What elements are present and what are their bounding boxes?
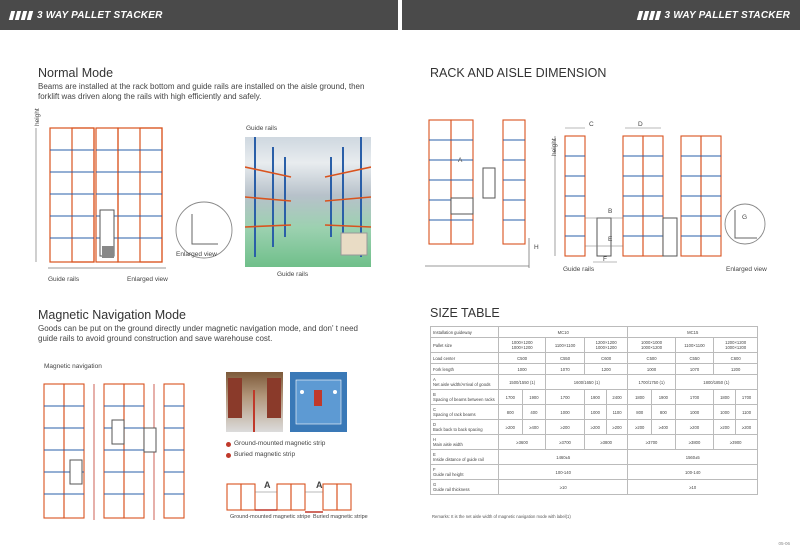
magnetic-section-diagram [225,478,365,514]
row-label [431,435,499,450]
table-cell: ≥200 [499,420,523,435]
row-label [431,480,499,495]
table-cell: ≥200 [675,420,714,435]
table-cell: 1600/1650 (1) [546,375,628,390]
table-cell: ≥3600 [499,435,546,450]
table-cell: ≥200 [736,420,758,435]
table-cell: C500 [628,353,675,364]
rack-height-label: height [551,138,558,156]
row-sub: Guide rail height [433,472,464,477]
table-cell: ≥200 [714,420,736,435]
table-cell: 2400 [606,390,628,405]
table-row [431,480,758,495]
magnetic-mode-title: Magnetic Navigation Mode [38,308,186,322]
table-row [431,375,758,390]
table-cell: ≥400 [652,420,676,435]
table-cell: ≥200 [584,420,606,435]
table-row [431,338,758,353]
section-letter-a-right: A [316,480,323,490]
table-cell: ≥3800 [675,435,714,450]
letter-h: H [534,244,539,251]
table-row [431,353,758,364]
table-row [431,405,758,420]
table-row [431,450,758,465]
table-cell: ≥200 [546,420,585,435]
row-letter: G [433,482,437,487]
table-cell: 1100×1100 [675,338,714,353]
table-cell: ≥400 [522,420,546,435]
enlarged-view-circle [176,202,232,258]
letter-g: G [742,214,748,221]
row-letter: A [433,377,436,382]
table-cell: 1700 [546,390,585,405]
caption-ground-stripe: Ground-mounted magnetic stripe [230,514,311,520]
row-sub: Spacing of beams between racks [433,397,495,402]
table-cell: 100-140 [628,465,758,480]
table-cell: 1800 [714,390,736,405]
table-cell: ≥3900 [714,435,758,450]
table-cell: 1200×1200 1000×1200 [714,338,758,353]
page-number: 05-06 [778,541,790,546]
table-cell: ≥3700 [546,435,585,450]
table-cell: 1100 [736,405,758,420]
letter-f: F [603,256,607,263]
normal-mode-title: Normal Mode [38,66,114,80]
table-cell: 1900 [652,390,676,405]
table-cell: 1070 [546,364,585,375]
table-cell: 1460±5 [499,450,628,465]
table-cell: 800 [628,405,652,420]
table-cell: ≥200 [628,420,652,435]
row-letter: F [433,467,436,472]
table-row [431,435,758,450]
table-cell: 1100 [606,405,628,420]
row-sub: Spacing of rack beams [433,412,476,417]
row-sub: Net aisle width/Arrival of goods [433,382,491,387]
normal-enlarged-label: Enlarged view [127,276,168,283]
photo-caption-top: Guide rails [246,125,278,132]
photo-caption-bottom: Guide rails [277,271,309,278]
table-cell: 1200×1200 1000×1200 [584,338,628,353]
table-row [431,420,758,435]
letter-c: C [589,121,594,128]
table-cell: 1000×1000 1000×1200 [628,338,675,353]
normal-height-label: height [34,108,41,126]
header-bar-left [0,0,398,30]
size-table-title: SIZE TABLE [430,306,500,320]
table-cell: 400 [522,405,546,420]
buried-strip-dot [226,453,231,458]
table-header-group: Installation guideway [431,327,499,338]
table-cell: 100-140 [499,465,628,480]
table-cell: 1560±5 [628,450,758,465]
magnetic-navigation-label: Magnetic navigation [44,363,102,370]
caption-buried-stripe: Buried magnetic stripe [313,514,368,520]
normal-mode-rack-diagram [28,118,248,288]
row-label [431,390,499,405]
table-row [431,465,758,480]
magnetic-photo-right [290,372,347,432]
table-cell: 1000 [675,405,714,420]
table-cell: 1070 [675,364,714,375]
table-cell: 1200 [584,364,628,375]
table-cell: 1900 [584,390,606,405]
table-row [431,364,758,375]
letter-a: A [458,157,463,164]
table-header-mc15: MC15 [628,327,758,338]
letter-d: D [638,121,643,128]
table-cell: C500 [499,353,546,364]
table-cell: 1000 [546,405,585,420]
header-bar-right [402,0,800,30]
small-rack-plan [425,120,529,268]
header-title-right: 3 WAY PALLET STACKER [664,9,790,21]
rack-guide-rails-label: Guide rails [563,266,595,273]
rack-aisle-title: RACK AND AISLE DIMENSION [430,66,607,80]
table-cell: ≥3800 [584,435,628,450]
table-cell: 1800/1850 (1) [675,375,757,390]
table-cell: ≥10 [628,480,758,495]
forklift-icon [100,210,114,258]
table-cell: C600 [584,353,628,364]
table-cell: 1000 [714,405,736,420]
legend-buried-strip: Buried magnetic strip [234,451,296,458]
row-letter: C [433,407,437,412]
table-cell: 1200 [714,364,758,375]
row-label [431,375,499,390]
row-label [431,420,499,435]
row-letter: D [433,422,437,427]
warehouse-photo [245,137,371,267]
row-sub: Back back to back spacing [433,427,483,432]
table-cell: 1000×1200 1000×1200 [499,338,546,353]
row-label: Pallet size [431,338,499,353]
table-cell: ≥200 [606,420,628,435]
table-cell: 1700 [736,390,758,405]
table-cell: 1800 [628,390,652,405]
rack-enlarged-label: Enlarged view [726,266,767,273]
rack-right-pair [118,128,162,262]
ground-strip-dot [226,442,231,447]
table-header-mc10: MC10 [499,327,628,338]
row-sub: Inside distance of guide rail [433,457,484,462]
magnetic-mode-description: Goods can be put on the ground directly under magnetic navigation mode, and don' t need guide rails to avoid ground construction and save warehouse cost. [38,324,358,343]
table-cell: 1900 [522,390,546,405]
row-label [431,450,499,465]
table-row [431,390,758,405]
rack-aisle-diagram [425,118,770,278]
row-label: Load center [431,353,499,364]
table-cell: 1000 [628,364,675,375]
header-title-left: 3 WAY PALLET STACKER [37,9,163,21]
table-cell: 1500/1550 (1) [499,375,546,390]
row-sub: Guide rail thickness [433,487,470,492]
letter-e: E [608,236,613,243]
table-cell: 1700 [499,390,523,405]
table-cell: 1700/1750 (1) [628,375,675,390]
table-cell: 1000 [584,405,606,420]
large-rack-plan [555,128,765,262]
legend-ground-strip: Ground-mounted magnetic strip [234,440,326,447]
table-cell: 800 [499,405,523,420]
normal-enlarged-top-label: Enlarged view [176,251,217,258]
header-stripes-icon [10,11,32,20]
size-table-remark: Remarks: It is the net aisle width of magnetic navigation mode with label(1) [432,514,571,519]
table-cell: 1000 [499,364,546,375]
table-cell: 1700 [675,390,714,405]
row-sub: Main aisle width [433,442,463,447]
table-row [431,327,758,338]
row-letter: H [433,437,437,442]
size-table [430,326,758,495]
row-label [431,465,499,480]
header-stripes-icon [638,11,660,20]
table-cell: C550 [675,353,714,364]
row-letter: E [433,452,436,457]
magnetic-rack-diagram [40,380,190,530]
row-letter: B [433,392,436,397]
table-cell: 800 [652,405,676,420]
table-cell: C550 [546,353,585,364]
normal-mode-description: Beams are installed at the rack bottom and guide rails are installed on the aisle ground, then forklift was driven along the rails with high efficiently and safely. [38,82,365,101]
row-label: Fork length [431,364,499,375]
table-cell: 1100×1100 [546,338,585,353]
normal-guide-rails-label: Guide rails [48,276,80,283]
table-cell: C600 [714,353,758,364]
magnetic-photo-left [226,372,283,432]
section-letter-a-left: A [264,480,271,490]
table-cell: ≥3700 [628,435,675,450]
row-label [431,405,499,420]
letter-b: B [608,208,613,215]
table-cell: ≥10 [499,480,628,495]
